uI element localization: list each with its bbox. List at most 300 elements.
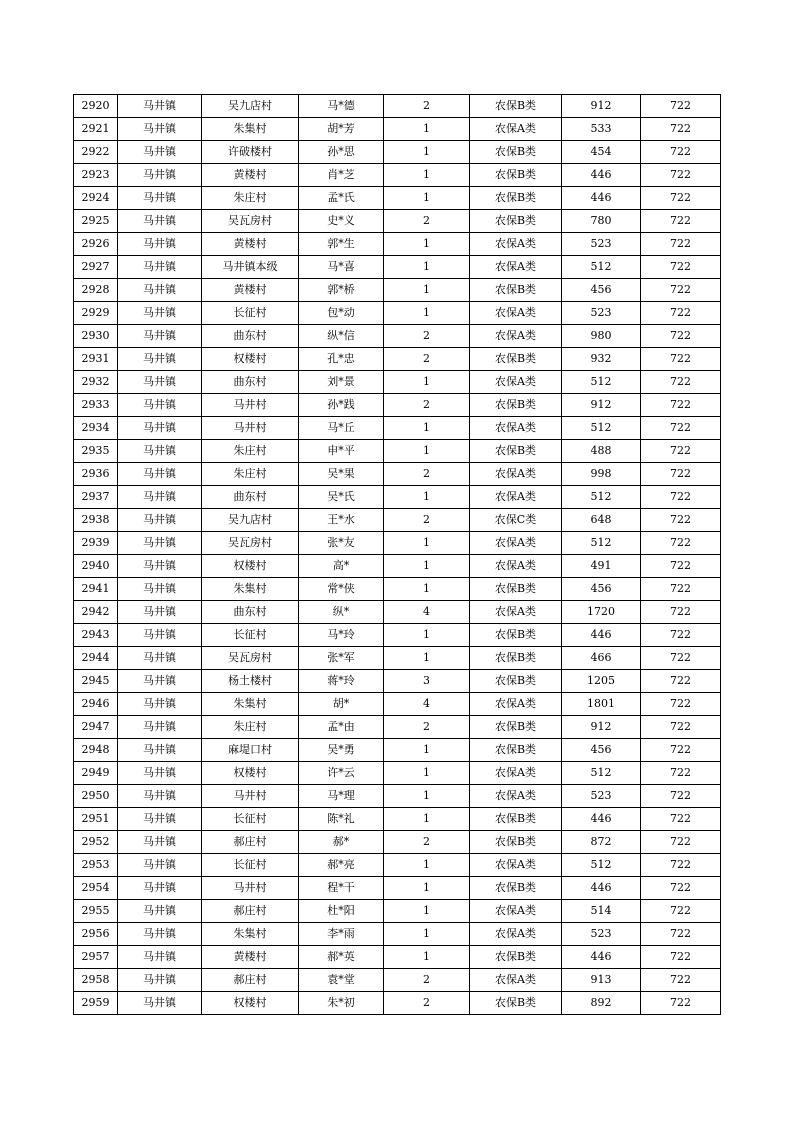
town-cell: 马井镇 [118, 716, 202, 739]
serial-cell: 2922 [74, 141, 118, 164]
table-row [74, 624, 721, 647]
amount-cell: 912 [562, 716, 641, 739]
village-cell: 马井村 [202, 417, 299, 440]
village-cell: 黄楼村 [202, 279, 299, 302]
standard-cell: 722 [641, 95, 721, 118]
table-row [74, 440, 721, 463]
category-cell: 农保A类 [470, 601, 562, 624]
town-cell: 马井镇 [118, 233, 202, 256]
amount-cell: 488 [562, 440, 641, 463]
village-cell: 许破楼村 [202, 141, 299, 164]
amount-cell: 932 [562, 348, 641, 371]
town-cell: 马井镇 [118, 371, 202, 394]
village-cell: 郝庄村 [202, 900, 299, 923]
village-cell: 权楼村 [202, 348, 299, 371]
category-cell: 农保B类 [470, 647, 562, 670]
name-cell: 马*喜 [299, 256, 384, 279]
amount-cell: 998 [562, 463, 641, 486]
household-size-cell: 1 [384, 555, 470, 578]
category-cell: 农保B类 [470, 670, 562, 693]
category-cell: 农保B类 [470, 992, 562, 1015]
name-cell: 刘*景 [299, 371, 384, 394]
name-cell: 张*友 [299, 532, 384, 555]
amount-cell: 446 [562, 624, 641, 647]
household-size-cell: 2 [384, 210, 470, 233]
table-row [74, 831, 721, 854]
table-row [74, 279, 721, 302]
village-cell: 朱庄村 [202, 440, 299, 463]
table-row [74, 394, 721, 417]
serial-cell: 2947 [74, 716, 118, 739]
standard-cell: 722 [641, 210, 721, 233]
name-cell: 马*理 [299, 785, 384, 808]
table-row [74, 371, 721, 394]
serial-cell: 2920 [74, 95, 118, 118]
name-cell: 孟*氏 [299, 187, 384, 210]
table-row [74, 555, 721, 578]
table-row [74, 417, 721, 440]
name-cell: 孟*由 [299, 716, 384, 739]
village-cell: 朱庄村 [202, 187, 299, 210]
village-cell: 吴瓦房村 [202, 210, 299, 233]
table-row [74, 601, 721, 624]
village-cell: 马井镇本级 [202, 256, 299, 279]
table-row [74, 693, 721, 716]
table-row [74, 164, 721, 187]
table-row [74, 854, 721, 877]
amount-cell: 446 [562, 946, 641, 969]
amount-cell: 1801 [562, 693, 641, 716]
town-cell: 马井镇 [118, 187, 202, 210]
name-cell: 纵* [299, 601, 384, 624]
serial-cell: 2955 [74, 900, 118, 923]
household-size-cell: 2 [384, 992, 470, 1015]
town-cell: 马井镇 [118, 302, 202, 325]
standard-cell: 722 [641, 164, 721, 187]
name-cell: 胡* [299, 693, 384, 716]
town-cell: 马井镇 [118, 417, 202, 440]
village-cell: 吴瓦房村 [202, 647, 299, 670]
name-cell: 孔*忠 [299, 348, 384, 371]
standard-cell: 722 [641, 578, 721, 601]
name-cell: 程*干 [299, 877, 384, 900]
town-cell: 马井镇 [118, 693, 202, 716]
amount-cell: 1720 [562, 601, 641, 624]
town-cell: 马井镇 [118, 509, 202, 532]
table-row [74, 141, 721, 164]
standard-cell: 722 [641, 992, 721, 1015]
household-size-cell: 1 [384, 624, 470, 647]
village-cell: 朱集村 [202, 693, 299, 716]
name-cell: 纵*信 [299, 325, 384, 348]
serial-cell: 2926 [74, 233, 118, 256]
serial-cell: 2959 [74, 992, 118, 1015]
category-cell: 农保B类 [470, 946, 562, 969]
category-cell: 农保A类 [470, 854, 562, 877]
name-cell: 郝*英 [299, 946, 384, 969]
town-cell: 马井镇 [118, 969, 202, 992]
amount-cell: 514 [562, 900, 641, 923]
table-row [74, 486, 721, 509]
name-cell: 许*云 [299, 762, 384, 785]
serial-cell: 2935 [74, 440, 118, 463]
household-size-cell: 1 [384, 118, 470, 141]
town-cell: 马井镇 [118, 808, 202, 831]
amount-cell: 533 [562, 118, 641, 141]
household-size-cell: 1 [384, 279, 470, 302]
category-cell: 农保A类 [470, 256, 562, 279]
household-size-cell: 2 [384, 463, 470, 486]
category-cell: 农保B类 [470, 394, 562, 417]
name-cell: 杜*阳 [299, 900, 384, 923]
amount-cell: 523 [562, 923, 641, 946]
village-cell: 马井村 [202, 785, 299, 808]
name-cell: 肖*芝 [299, 164, 384, 187]
household-size-cell: 4 [384, 601, 470, 624]
table-row [74, 670, 721, 693]
standard-cell: 722 [641, 693, 721, 716]
category-cell: 农保A类 [470, 302, 562, 325]
table-row [74, 739, 721, 762]
town-cell: 马井镇 [118, 279, 202, 302]
serial-cell: 2943 [74, 624, 118, 647]
name-cell: 马*玲 [299, 624, 384, 647]
table-row [74, 509, 721, 532]
name-cell: 吴*勇 [299, 739, 384, 762]
amount-cell: 512 [562, 762, 641, 785]
serial-cell: 2928 [74, 279, 118, 302]
category-cell: 农保A类 [470, 463, 562, 486]
household-size-cell: 1 [384, 808, 470, 831]
town-cell: 马井镇 [118, 555, 202, 578]
table-row [74, 233, 721, 256]
category-cell: 农保A类 [470, 325, 562, 348]
table-row [74, 325, 721, 348]
village-cell: 吴九店村 [202, 509, 299, 532]
name-cell: 史*义 [299, 210, 384, 233]
serial-cell: 2931 [74, 348, 118, 371]
serial-cell: 2940 [74, 555, 118, 578]
category-cell: 农保A类 [470, 785, 562, 808]
amount-cell: 446 [562, 164, 641, 187]
standard-cell: 722 [641, 900, 721, 923]
household-size-cell: 1 [384, 578, 470, 601]
village-cell: 曲东村 [202, 486, 299, 509]
household-size-cell: 1 [384, 647, 470, 670]
household-size-cell: 4 [384, 693, 470, 716]
standard-cell: 722 [641, 670, 721, 693]
village-cell: 权楼村 [202, 762, 299, 785]
amount-cell: 648 [562, 509, 641, 532]
serial-cell: 2942 [74, 601, 118, 624]
standard-cell: 722 [641, 279, 721, 302]
name-cell: 王*水 [299, 509, 384, 532]
category-cell: 农保B类 [470, 831, 562, 854]
category-cell: 农保A类 [470, 693, 562, 716]
town-cell: 马井镇 [118, 118, 202, 141]
beneficiary-table [73, 94, 721, 1015]
amount-cell: 446 [562, 808, 641, 831]
town-cell: 马井镇 [118, 670, 202, 693]
village-cell: 长征村 [202, 854, 299, 877]
town-cell: 马井镇 [118, 854, 202, 877]
village-cell: 马井村 [202, 877, 299, 900]
name-cell: 马*丘 [299, 417, 384, 440]
standard-cell: 722 [641, 532, 721, 555]
standard-cell: 722 [641, 808, 721, 831]
table-row [74, 348, 721, 371]
name-cell: 常*侠 [299, 578, 384, 601]
village-cell: 黄楼村 [202, 946, 299, 969]
household-size-cell: 1 [384, 371, 470, 394]
household-size-cell: 2 [384, 95, 470, 118]
name-cell: 孙*践 [299, 394, 384, 417]
table-row [74, 647, 721, 670]
name-cell: 郝* [299, 831, 384, 854]
serial-cell: 2951 [74, 808, 118, 831]
household-size-cell: 1 [384, 785, 470, 808]
serial-cell: 2957 [74, 946, 118, 969]
name-cell: 郭*生 [299, 233, 384, 256]
category-cell: 农保A类 [470, 118, 562, 141]
household-size-cell: 2 [384, 969, 470, 992]
name-cell: 蒋*玲 [299, 670, 384, 693]
table-row [74, 302, 721, 325]
amount-cell: 1205 [562, 670, 641, 693]
table-row [74, 762, 721, 785]
household-size-cell: 1 [384, 946, 470, 969]
standard-cell: 722 [641, 371, 721, 394]
serial-cell: 2956 [74, 923, 118, 946]
table-row [74, 992, 721, 1015]
name-cell: 吴*氏 [299, 486, 384, 509]
town-cell: 马井镇 [118, 739, 202, 762]
table-row [74, 900, 721, 923]
standard-cell: 722 [641, 486, 721, 509]
category-cell: 农保A类 [470, 555, 562, 578]
serial-cell: 2946 [74, 693, 118, 716]
village-cell: 长征村 [202, 302, 299, 325]
town-cell: 马井镇 [118, 325, 202, 348]
standard-cell: 722 [641, 969, 721, 992]
household-size-cell: 1 [384, 302, 470, 325]
serial-cell: 2921 [74, 118, 118, 141]
standard-cell: 722 [641, 118, 721, 141]
household-size-cell: 2 [384, 831, 470, 854]
household-size-cell: 1 [384, 877, 470, 900]
household-size-cell: 1 [384, 739, 470, 762]
category-cell: 农保A类 [470, 762, 562, 785]
table-row [74, 969, 721, 992]
table-row [74, 463, 721, 486]
town-cell: 马井镇 [118, 624, 202, 647]
village-cell: 曲东村 [202, 601, 299, 624]
village-cell: 朱庄村 [202, 716, 299, 739]
town-cell: 马井镇 [118, 923, 202, 946]
category-cell: 农保A类 [470, 900, 562, 923]
standard-cell: 722 [641, 716, 721, 739]
standard-cell: 722 [641, 141, 721, 164]
household-size-cell: 1 [384, 141, 470, 164]
serial-cell: 2934 [74, 417, 118, 440]
name-cell: 孙*思 [299, 141, 384, 164]
table-row [74, 532, 721, 555]
table-row [74, 95, 721, 118]
village-cell: 长征村 [202, 624, 299, 647]
amount-cell: 912 [562, 95, 641, 118]
amount-cell: 872 [562, 831, 641, 854]
household-size-cell: 1 [384, 923, 470, 946]
category-cell: 农保A类 [470, 923, 562, 946]
name-cell: 郭*桥 [299, 279, 384, 302]
village-cell: 吴九店村 [202, 95, 299, 118]
amount-cell: 913 [562, 969, 641, 992]
village-cell: 麻堤口村 [202, 739, 299, 762]
name-cell: 张*军 [299, 647, 384, 670]
amount-cell: 456 [562, 578, 641, 601]
serial-cell: 2924 [74, 187, 118, 210]
serial-cell: 2950 [74, 785, 118, 808]
serial-cell: 2930 [74, 325, 118, 348]
household-size-cell: 2 [384, 716, 470, 739]
amount-cell: 446 [562, 187, 641, 210]
household-size-cell: 1 [384, 854, 470, 877]
name-cell: 申*平 [299, 440, 384, 463]
table-row [74, 578, 721, 601]
category-cell: 农保A类 [470, 486, 562, 509]
serial-cell: 2944 [74, 647, 118, 670]
town-cell: 马井镇 [118, 647, 202, 670]
amount-cell: 780 [562, 210, 641, 233]
standard-cell: 722 [641, 348, 721, 371]
standard-cell: 722 [641, 302, 721, 325]
amount-cell: 892 [562, 992, 641, 1015]
village-cell: 权楼村 [202, 555, 299, 578]
serial-cell: 2945 [74, 670, 118, 693]
village-cell: 曲东村 [202, 325, 299, 348]
category-cell: 农保A类 [470, 233, 562, 256]
household-size-cell: 2 [384, 348, 470, 371]
category-cell: 农保B类 [470, 95, 562, 118]
table-body [74, 95, 721, 1015]
serial-cell: 2954 [74, 877, 118, 900]
category-cell: 农保B类 [470, 808, 562, 831]
amount-cell: 454 [562, 141, 641, 164]
town-cell: 马井镇 [118, 762, 202, 785]
serial-cell: 2923 [74, 164, 118, 187]
village-cell: 马井村 [202, 394, 299, 417]
village-cell: 朱集村 [202, 118, 299, 141]
table-row [74, 256, 721, 279]
standard-cell: 722 [641, 624, 721, 647]
category-cell: 农保A类 [470, 532, 562, 555]
town-cell: 马井镇 [118, 992, 202, 1015]
household-size-cell: 3 [384, 670, 470, 693]
amount-cell: 523 [562, 302, 641, 325]
village-cell: 朱集村 [202, 578, 299, 601]
table-row [74, 808, 721, 831]
town-cell: 马井镇 [118, 440, 202, 463]
village-cell: 杨土楼村 [202, 670, 299, 693]
town-cell: 马井镇 [118, 831, 202, 854]
standard-cell: 722 [641, 923, 721, 946]
town-cell: 马井镇 [118, 164, 202, 187]
category-cell: 农保A类 [470, 371, 562, 394]
amount-cell: 512 [562, 486, 641, 509]
standard-cell: 722 [641, 509, 721, 532]
category-cell: 农保B类 [470, 716, 562, 739]
table-row [74, 187, 721, 210]
name-cell: 胡*芳 [299, 118, 384, 141]
name-cell: 李*雨 [299, 923, 384, 946]
household-size-cell: 1 [384, 187, 470, 210]
serial-cell: 2937 [74, 486, 118, 509]
amount-cell: 523 [562, 233, 641, 256]
serial-cell: 2939 [74, 532, 118, 555]
household-size-cell: 1 [384, 256, 470, 279]
category-cell: 农保B类 [470, 877, 562, 900]
town-cell: 马井镇 [118, 578, 202, 601]
serial-cell: 2941 [74, 578, 118, 601]
standard-cell: 722 [641, 256, 721, 279]
name-cell: 吴*果 [299, 463, 384, 486]
category-cell: 农保B类 [470, 624, 562, 647]
table-row [74, 923, 721, 946]
household-size-cell: 1 [384, 164, 470, 187]
standard-cell: 722 [641, 946, 721, 969]
standard-cell: 722 [641, 601, 721, 624]
amount-cell: 523 [562, 785, 641, 808]
category-cell: 农保C类 [470, 509, 562, 532]
serial-cell: 2925 [74, 210, 118, 233]
category-cell: 农保B类 [470, 141, 562, 164]
village-cell: 长征村 [202, 808, 299, 831]
village-cell: 黄楼村 [202, 233, 299, 256]
household-size-cell: 1 [384, 532, 470, 555]
name-cell: 包*动 [299, 302, 384, 325]
category-cell: 农保B类 [470, 440, 562, 463]
town-cell: 马井镇 [118, 900, 202, 923]
standard-cell: 722 [641, 762, 721, 785]
village-cell: 权楼村 [202, 992, 299, 1015]
category-cell: 农保A类 [470, 417, 562, 440]
amount-cell: 512 [562, 256, 641, 279]
village-cell: 朱庄村 [202, 463, 299, 486]
standard-cell: 722 [641, 739, 721, 762]
amount-cell: 980 [562, 325, 641, 348]
serial-cell: 2933 [74, 394, 118, 417]
name-cell: 郝*亮 [299, 854, 384, 877]
serial-cell: 2927 [74, 256, 118, 279]
standard-cell: 722 [641, 785, 721, 808]
town-cell: 马井镇 [118, 877, 202, 900]
standard-cell: 722 [641, 325, 721, 348]
name-cell: 朱*初 [299, 992, 384, 1015]
serial-cell: 2938 [74, 509, 118, 532]
table-row [74, 785, 721, 808]
table-row [74, 118, 721, 141]
standard-cell: 722 [641, 831, 721, 854]
standard-cell: 722 [641, 555, 721, 578]
standard-cell: 722 [641, 440, 721, 463]
standard-cell: 722 [641, 854, 721, 877]
town-cell: 马井镇 [118, 601, 202, 624]
standard-cell: 722 [641, 417, 721, 440]
town-cell: 马井镇 [118, 785, 202, 808]
category-cell: 农保B类 [470, 578, 562, 601]
household-size-cell: 1 [384, 417, 470, 440]
amount-cell: 512 [562, 371, 641, 394]
